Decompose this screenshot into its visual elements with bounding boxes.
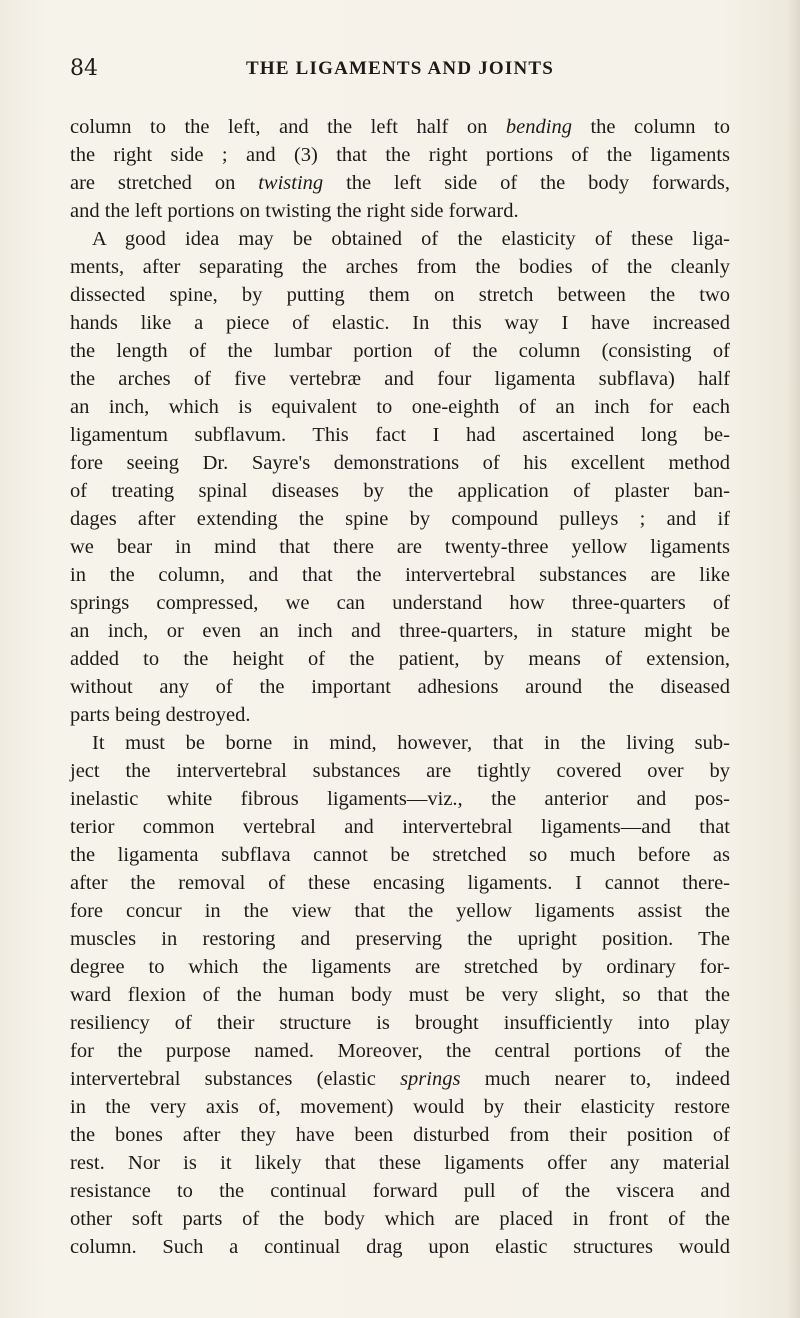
text-line: dages after extending the spine by compound pulleys ; and if [70, 508, 730, 530]
text-line: intervertebral substances (elastic springs much nearer to, indeed [70, 1068, 730, 1090]
text-line: in the very axis of, movement) would by their elasticity restore [70, 1096, 730, 1118]
text-line: an inch, which is equivalent to one-eighth of an inch for each [70, 396, 730, 418]
text-line: we bear in mind that there are twenty-three yellow ligaments [70, 536, 730, 558]
text-line: dissected spine, by putting them on stretch between the two [70, 284, 730, 306]
text-line: column to the left, and the left half on bending the column to [70, 116, 730, 138]
text-line: resiliency of their structure is brought insufficiently into play [70, 1012, 730, 1034]
text-line: of treating spinal diseases by the application of plaster ban- [70, 480, 730, 502]
text-line: an inch, or even an inch and three-quarters, in stature might be [70, 620, 730, 642]
text-line: for the purpose named. Moreover, the central portions of the [70, 1040, 730, 1062]
text-line: the arches of five vertebræ and four ligamenta subflava) half [70, 368, 730, 390]
text-line: column. Such a continual drag upon elastic structures would [70, 1236, 730, 1258]
text-line: are stretched on twisting the left side of the body forwards, [70, 172, 730, 194]
page-number: 84 [70, 56, 98, 81]
text-line: after the removal of these encasing ligaments. I cannot there- [70, 872, 730, 894]
text-line: in the column, and that the intervertebral substances are like [70, 564, 730, 586]
text-line: rest. Nor is it likely that these ligaments offer any material [70, 1152, 730, 1174]
text-line: It must be borne in mind, however, that in the living sub- [92, 732, 730, 754]
page-edge-shadow [786, 0, 800, 1318]
text-line: parts being destroyed. [70, 704, 251, 726]
text-line: other soft parts of the body which are placed in front of the [70, 1208, 730, 1230]
text-line: ward flexion of the human body must be very slight, so that the [70, 984, 730, 1006]
text-line: muscles in restoring and preserving the upright position. The [70, 928, 730, 950]
page-header [70, 56, 730, 86]
text-line: A good idea may be obtained of the elasticity of these liga- [92, 228, 730, 250]
body-text [70, 113, 730, 1261]
text-line: and the left portions on twisting the right side forward. [70, 200, 519, 222]
text-line: fore seeing Dr. Sayre's demonstrations of his excellent method [70, 452, 730, 474]
text-line: the ligamenta subflava cannot be stretched so much before as [70, 844, 730, 866]
text-line: ments, after separating the arches from the bodies of the cleanly [70, 256, 730, 278]
text-line: without any of the important adhesions around the diseased [70, 676, 730, 698]
text-line: degree to which the ligaments are stretched by ordinary for- [70, 956, 730, 978]
running-head: THE LIGAMENTS AND JOINTS [245, 58, 555, 79]
text-line: springs compressed, we can understand how three-quarters of [70, 592, 730, 614]
text-line: inelastic white fibrous ligaments—viz., the anterior and pos- [70, 788, 730, 810]
text-line: the bones after they have been disturbed from their position of [70, 1124, 730, 1146]
text-line: terior common vertebral and intervertebral ligaments—and that [70, 816, 730, 838]
text-line: resistance to the continual forward pull of the viscera and [70, 1180, 730, 1202]
text-line: fore concur in the view that the yellow ligaments assist the [70, 900, 730, 922]
text-line: ligamentum subflavum. This fact I had ascertained long be- [70, 424, 730, 446]
text-line: hands like a piece of elastic. In this way I have increased [70, 312, 730, 334]
text-line: the right side ; and (3) that the right portions of the ligaments [70, 144, 730, 166]
text-line: added to the height of the patient, by means of extension, [70, 648, 730, 670]
text-line: ject the intervertebral substances are tightly covered over by [70, 760, 730, 782]
text-line: the length of the lumbar portion of the column (consisting of [70, 340, 730, 362]
